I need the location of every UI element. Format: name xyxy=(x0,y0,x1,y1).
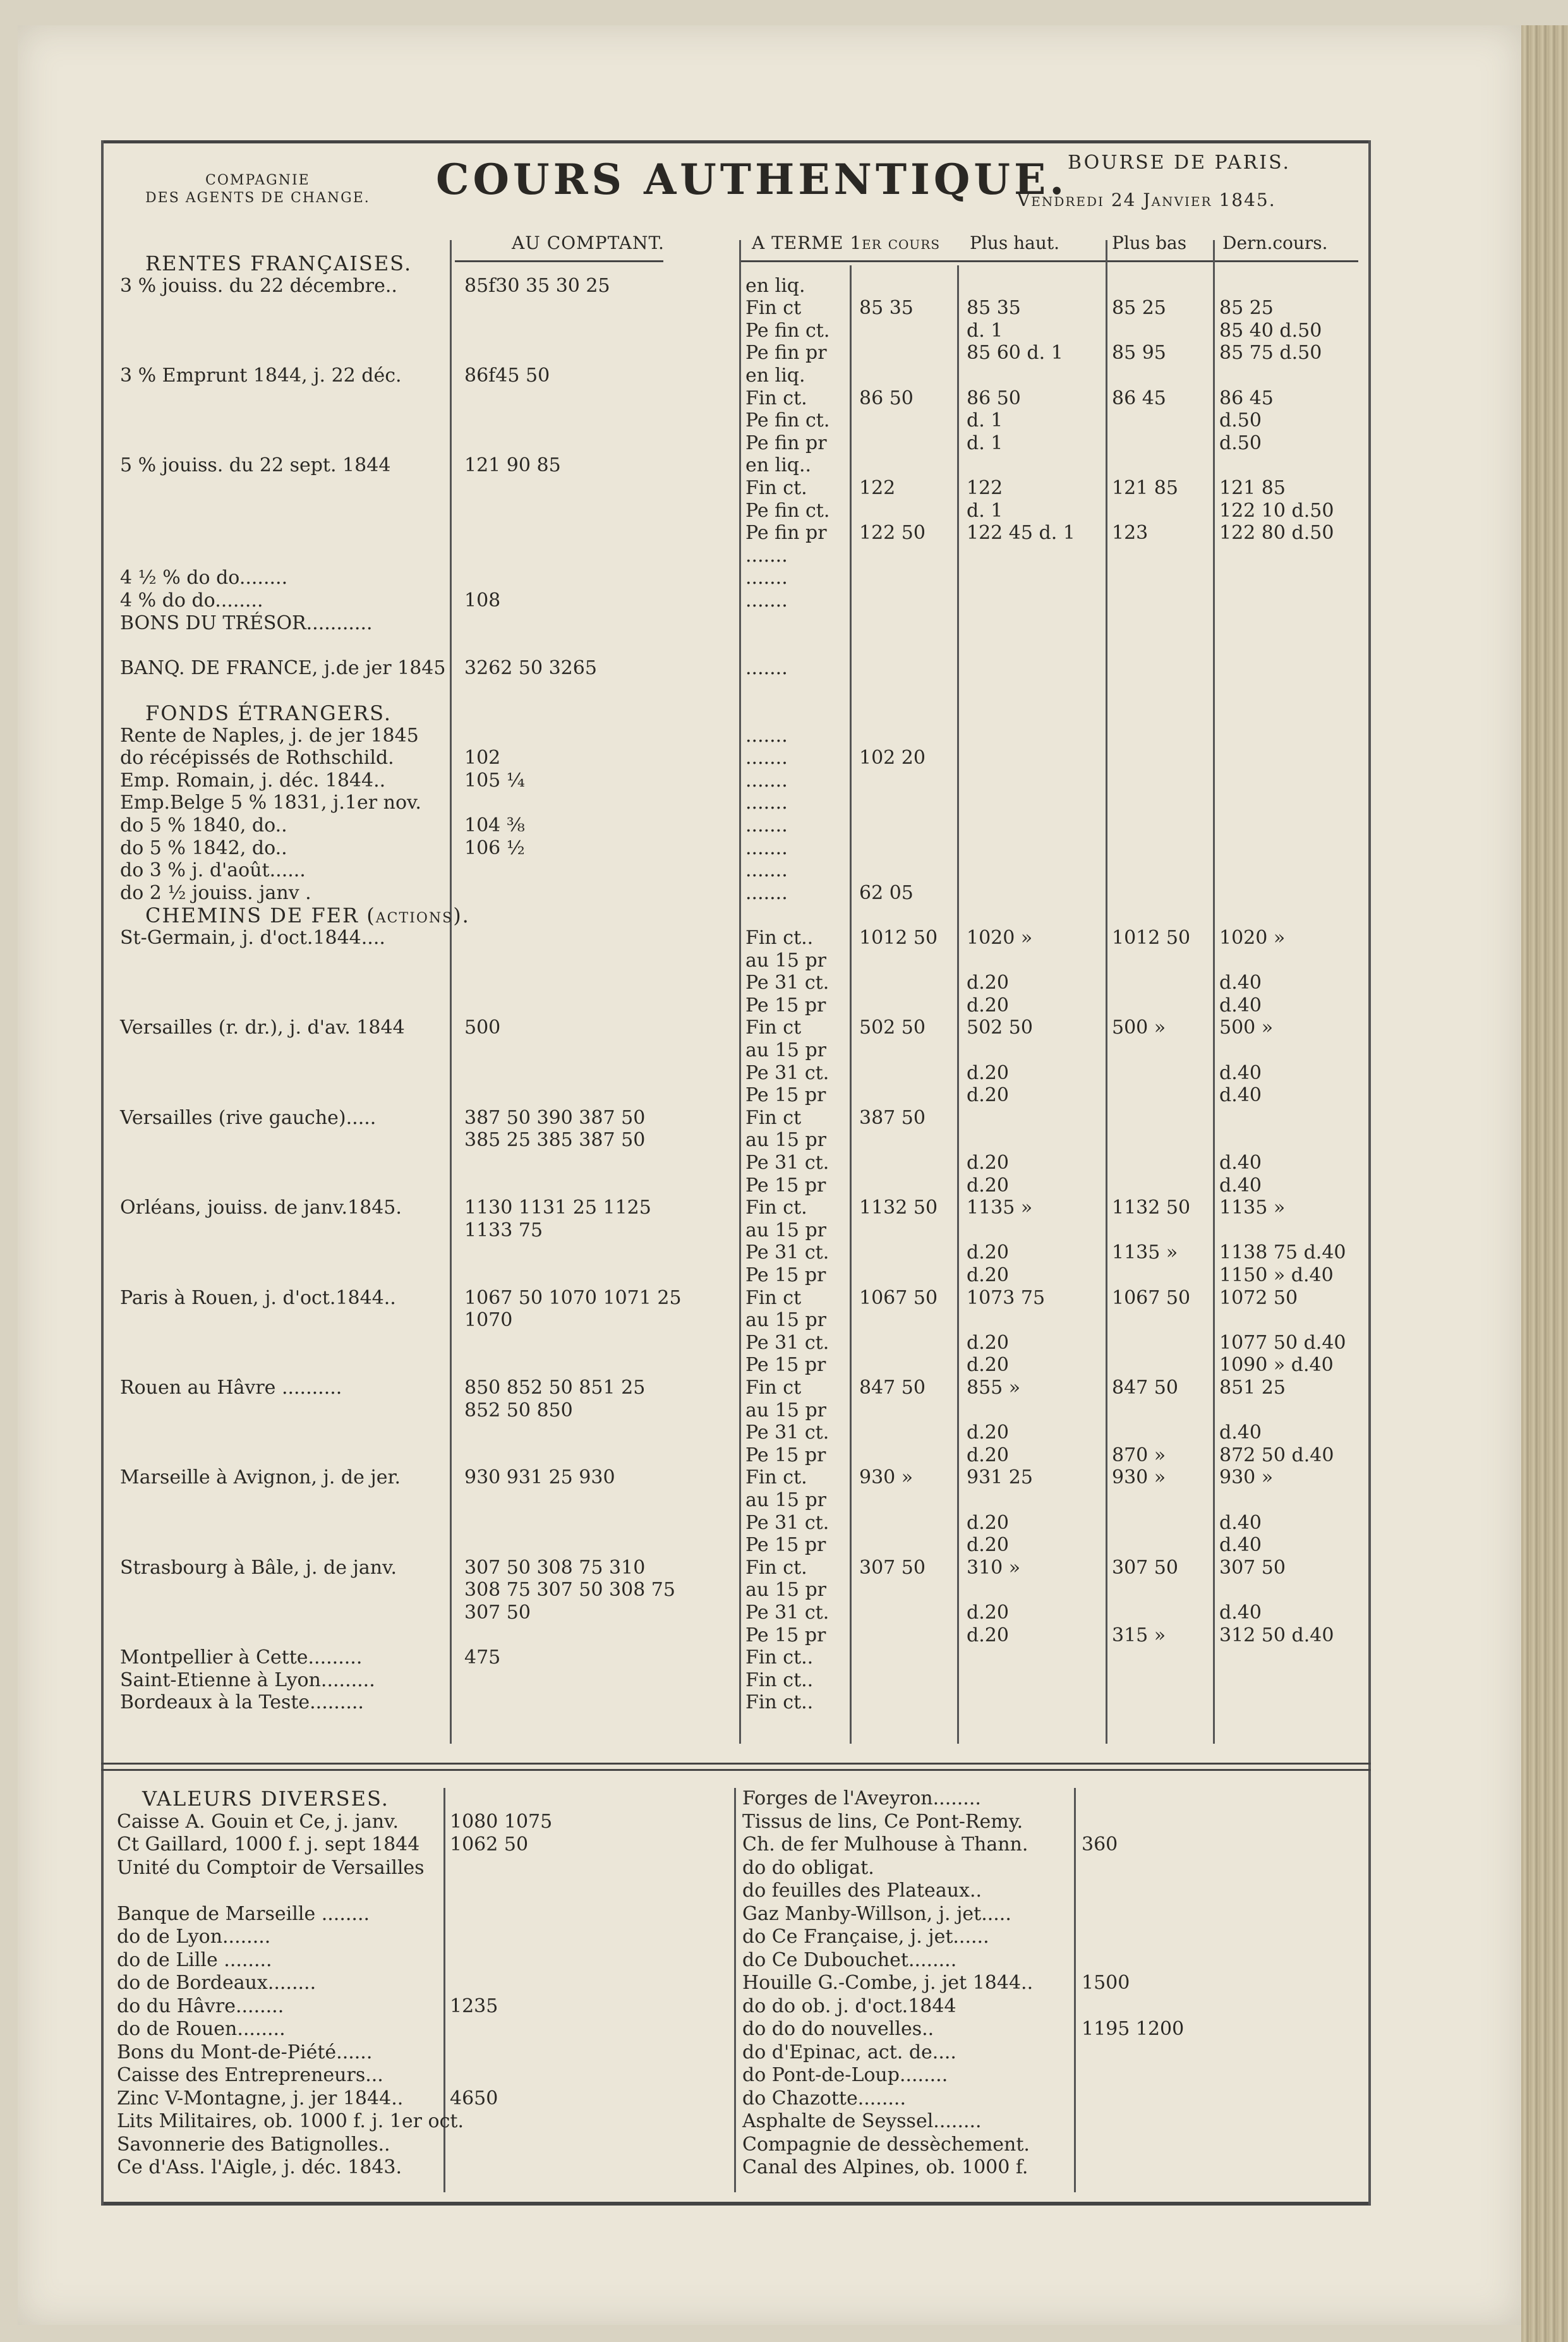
book-spine xyxy=(1521,25,1568,2342)
col-rule-4 xyxy=(957,265,959,1744)
upper-row-9-terme: en liq.. xyxy=(745,454,812,477)
col-a-terme: A TERME 1er cours xyxy=(752,232,941,253)
upper-row-6-bas: 86 45 xyxy=(1112,387,1166,409)
upper-row-9-comptant: 121 90 85 xyxy=(464,454,561,477)
upper-row-38-terme: Fin ct xyxy=(745,1106,802,1129)
upper-row-45-dern: 1150 » d.40 xyxy=(1219,1264,1334,1286)
upper-row-10-premier: 122 xyxy=(859,477,896,499)
section-rule-1 xyxy=(101,1763,1371,1765)
upper-row-5-name: 3 % Emprunt 1844, j. 22 déc. xyxy=(120,365,402,387)
upper-row-53-bas: 870 » xyxy=(1112,1444,1166,1466)
upper-row-33-terme: Pe 15 pr xyxy=(745,994,826,1017)
upper-row-11-terme: Pe fin ct. xyxy=(745,499,830,522)
upper-row-30-dern: 1020 » xyxy=(1219,927,1286,949)
upper-row-61-bas: 315 » xyxy=(1112,1624,1166,1646)
upper-row-42-haut: 1135 » xyxy=(967,1197,1033,1219)
lower_right-row-1-name: Tissus de lins, Ce Pont-Remy. xyxy=(742,1810,1023,1833)
col-rule-3 xyxy=(850,265,852,1744)
upper-row-1-terme: en liq. xyxy=(745,274,805,297)
upper-row-16-name: BONS DU TRÉSOR........... xyxy=(120,612,373,634)
upper-row-45-terme: Pe 15 pr xyxy=(745,1264,826,1286)
upper-row-50-name: Rouen au Hâvre .......... xyxy=(120,1377,342,1399)
lower-col-rule-3 xyxy=(1074,1788,1076,2192)
upper-row-50-comptant: 850 852 50 851 25 xyxy=(464,1377,646,1399)
upper-row-53-haut: d.20 xyxy=(967,1444,1009,1466)
upper-row-12-bas: 123 xyxy=(1112,522,1149,545)
upper-row-56-dern: d.40 xyxy=(1219,1511,1262,1534)
upper-row-4-terme: Pe fin pr xyxy=(745,342,827,365)
upper-row-24-terme: ....... xyxy=(745,792,788,814)
upper-row-58-bas: 307 50 xyxy=(1112,1556,1178,1579)
upper-row-46-premier: 1067 50 xyxy=(859,1286,938,1309)
lower_right-row-5-name: Gaz Manby-Willson, j. jet..... xyxy=(742,1902,1011,1925)
upper-row-44-terme: Pe 31 ct. xyxy=(745,1241,829,1264)
upper-row-12-premier: 122 50 xyxy=(859,522,926,545)
upper-row-56-terme: Pe 31 ct. xyxy=(745,1511,829,1534)
upper-row-8-dern: d.50 xyxy=(1219,432,1262,454)
upper-row-50-premier: 847 50 xyxy=(859,1377,926,1399)
company-line-2: DES AGENTS DE CHANGE. xyxy=(145,190,370,206)
upper-row-39-terme: au 15 pr xyxy=(745,1129,826,1152)
upper-row-64-name: Bordeaux à la Teste......... xyxy=(120,1691,364,1714)
upper-row-15-terme: ....... xyxy=(745,589,788,612)
upper-row-51-terme: au 15 pr xyxy=(745,1399,826,1421)
lower-col-rule-2 xyxy=(734,1788,736,2192)
upper-row-2-haut: 85 35 xyxy=(967,297,1021,320)
lower_left-row-5-name: Banque de Marseille ........ xyxy=(117,1902,370,1925)
upper-row-6-premier: 86 50 xyxy=(859,387,914,409)
upper-row-44-haut: d.20 xyxy=(967,1241,1009,1264)
upper-row-37-dern: d.40 xyxy=(1219,1084,1262,1107)
upper-row-30-haut: 1020 » xyxy=(967,927,1033,949)
upper-row-34-haut: 502 50 xyxy=(967,1017,1033,1039)
lower_left-row-1-name: Caisse A. Gouin et Ce, j. janv. xyxy=(117,1810,399,1833)
company-line-1: COMPAGNIE xyxy=(205,172,310,188)
upper-row-26-comptant: 106 ½ xyxy=(464,836,525,859)
upper-row-18-name: BANQ. DE FRANCE, j.de jer 1845 xyxy=(120,656,446,679)
upper-row-9-name: 5 % jouiss. du 22 sept. 1844 xyxy=(120,454,391,477)
upper-row-57-terme: Pe 15 pr xyxy=(745,1534,826,1557)
lower_left-row-13-name: Zinc V-Montagne, j. jer 1844.. xyxy=(117,2087,404,2110)
upper-row-47-comptant: 1070 xyxy=(464,1309,513,1332)
upper-row-35-terme: au 15 pr xyxy=(745,1039,826,1061)
upper-row-14-name: 4 ½ % do do........ xyxy=(120,567,288,589)
upper-row-22-name: do récépissés de Rothschild. xyxy=(120,747,394,770)
upper-row-34-terme: Fin ct xyxy=(745,1017,802,1039)
upper-row-61-terme: Pe 15 pr xyxy=(745,1624,826,1646)
upper-row-48-dern: 1077 50 d.40 xyxy=(1219,1331,1346,1354)
upper-row-23-terme: ....... xyxy=(745,769,788,792)
upper-row-6-dern: 86 45 xyxy=(1219,387,1274,409)
upper-row-34-bas: 500 » xyxy=(1112,1017,1166,1039)
upper-row-22-comptant: 102 xyxy=(464,747,501,770)
upper-row-32-dern: d.40 xyxy=(1219,972,1262,994)
upper-row-58-name: Strasbourg à Bâle, j. de janv. xyxy=(120,1556,397,1579)
lower_right-row-2-name: Ch. de fer Mulhouse à Thann. xyxy=(742,1833,1028,1856)
upper-row-37-terme: Pe 15 pr xyxy=(745,1084,826,1107)
lower_left-row-3-name: Unité du Comptoir de Versailles xyxy=(117,1856,425,1879)
upper-row-41-terme: Pe 15 pr xyxy=(745,1174,826,1197)
upper-row-4-haut: 85 60 d. 1 xyxy=(967,342,1063,365)
upper-row-49-haut: d.20 xyxy=(967,1354,1009,1377)
upper-row-46-terme: Fin ct xyxy=(745,1286,802,1309)
lower_left-row-2-name: Ct Gaillard, 1000 f. j. sept 1844 xyxy=(117,1833,420,1856)
upper-row-5-comptant: 86f45 50 xyxy=(464,365,550,387)
section-rule-2 xyxy=(101,1769,1371,1771)
upper-row-52-terme: Pe 31 ct. xyxy=(745,1421,829,1444)
upper-row-54-name: Marseille à Avignon, j. de jer. xyxy=(120,1466,401,1489)
frame-bottom-rule xyxy=(101,2202,1371,2206)
upper-row-42-premier: 1132 50 xyxy=(859,1197,938,1219)
company-name xyxy=(145,172,370,207)
upper-row-61-dern: 312 50 d.40 xyxy=(1219,1624,1334,1646)
upper-row-29-name: CHEMINS DE FER (actions). xyxy=(145,903,470,928)
lower_right-row-15-name: Compagnie de dessèchement. xyxy=(742,2133,1030,2156)
page-title: COURS AUTHENTIQUE. xyxy=(436,155,1068,204)
lower_right-row-13-name: do Chazotte........ xyxy=(742,2087,906,2110)
upper-row-32-terme: Pe 31 ct. xyxy=(745,972,829,994)
upper-row-36-haut: d.20 xyxy=(967,1061,1009,1084)
upper-row-2-bas: 85 25 xyxy=(1112,297,1166,320)
upper-row-4-dern: 85 75 d.50 xyxy=(1219,342,1322,365)
upper-row-10-dern: 121 85 xyxy=(1219,477,1286,499)
lower_right-row-2-value: 360 xyxy=(1082,1833,1118,1856)
lower_left-row-7-name: do de Lille ........ xyxy=(117,1948,272,1971)
upper-row-51-comptant: 852 50 850 xyxy=(464,1399,573,1421)
upper-row-63-terme: Fin ct.. xyxy=(745,1669,814,1691)
upper-row-48-terme: Pe 31 ct. xyxy=(745,1331,829,1354)
upper-row-34-name: Versailles (r. dr.), j. d'av. 1844 xyxy=(120,1017,405,1039)
upper-row-59-comptant: 308 75 307 50 308 75 xyxy=(464,1579,675,1602)
lower_left-row-10-name: do de Rouen........ xyxy=(117,2018,286,2040)
upper-row-40-terme: Pe 31 ct. xyxy=(745,1152,829,1174)
upper-row-46-name: Paris à Rouen, j. d'oct.1844.. xyxy=(120,1286,396,1309)
upper-row-12-haut: 122 45 d. 1 xyxy=(967,522,1075,545)
col-rule-1 xyxy=(450,240,452,1744)
date-line: Vendredi 24 Janvier 1845. xyxy=(1017,190,1276,210)
upper-row-36-terme: Pe 31 ct. xyxy=(745,1061,829,1084)
lower_right-row-8-name: Houille G.-Combe, j. jet 1844.. xyxy=(742,1972,1034,1994)
upper-row-30-name: St-Germain, j. d'oct.1844.... xyxy=(120,927,385,949)
lower_right-row-11-name: do d'Epinac, act. de.... xyxy=(742,2041,956,2063)
upper-row-52-haut: d.20 xyxy=(967,1421,1009,1444)
upper-row-57-haut: d.20 xyxy=(967,1534,1009,1557)
upper-row-36-dern: d.40 xyxy=(1219,1061,1262,1084)
upper-row-56-haut: d.20 xyxy=(967,1511,1009,1534)
upper-row-34-dern: 500 » xyxy=(1219,1017,1274,1039)
upper-row-20-name: FONDS ÉTRANGERS. xyxy=(145,701,392,725)
lower_left-row-6-name: do de Lyon........ xyxy=(117,1926,271,1948)
upper-row-60-dern: d.40 xyxy=(1219,1602,1262,1624)
upper-row-13-terme: ....... xyxy=(745,544,788,567)
upper-row-41-haut: d.20 xyxy=(967,1174,1009,1197)
lower_left-row-15-name: Savonnerie des Batignolles.. xyxy=(117,2133,390,2156)
lower_left-row-14-name: Lits Militaires, ob. 1000 f. j. 1er oct. xyxy=(117,2110,464,2132)
lower_left-row-9-value: 1235 xyxy=(450,1995,498,2017)
col-plus-haut: Plus haut. xyxy=(970,232,1060,253)
upper-row-34-premier: 502 50 xyxy=(859,1017,926,1039)
upper-row-22-terme: ....... xyxy=(745,747,788,770)
upper-row-42-comptant: 1130 1131 25 1125 xyxy=(464,1197,651,1219)
upper-row-30-bas: 1012 50 xyxy=(1112,927,1191,949)
upper-row-50-bas: 847 50 xyxy=(1112,1377,1178,1399)
upper-row-43-comptant: 1133 75 xyxy=(464,1219,543,1241)
upper-row-37-haut: d.20 xyxy=(967,1084,1009,1107)
upper-row-24-name: Emp.Belge 5 % 1831, j.1er nov. xyxy=(120,792,421,814)
upper-row-0-name: RENTES FRANÇAISES. xyxy=(145,251,413,275)
upper-row-43-terme: au 15 pr xyxy=(745,1219,826,1241)
upper-row-15-comptant: 108 xyxy=(464,589,501,612)
upper-row-54-premier: 930 » xyxy=(859,1466,914,1489)
upper-row-49-terme: Pe 15 pr xyxy=(745,1354,826,1377)
upper-row-48-haut: d.20 xyxy=(967,1331,1009,1354)
upper-row-34-comptant: 500 xyxy=(464,1017,501,1039)
upper-row-33-dern: d.40 xyxy=(1219,994,1262,1017)
upper-row-42-bas: 1132 50 xyxy=(1112,1197,1191,1219)
upper-row-18-comptant: 3262 50 3265 xyxy=(464,656,597,679)
au-comptant-rule xyxy=(455,260,663,262)
upper-row-4-bas: 85 95 xyxy=(1112,342,1166,365)
upper-row-7-dern: d.50 xyxy=(1219,409,1262,432)
upper-row-22-premier: 102 20 xyxy=(859,747,926,770)
upper-row-46-bas: 1067 50 xyxy=(1112,1286,1191,1309)
upper-row-46-dern: 1072 50 xyxy=(1219,1286,1298,1309)
upper-row-6-terme: Fin ct. xyxy=(745,387,807,409)
col-rule-6 xyxy=(1213,240,1215,1744)
upper-row-64-terme: Fin ct.. xyxy=(745,1691,814,1714)
frame-top-rule xyxy=(101,140,1371,143)
frame-right-rule xyxy=(1368,140,1371,2205)
upper-row-54-haut: 931 25 xyxy=(967,1466,1033,1489)
upper-row-10-bas: 121 85 xyxy=(1112,477,1178,499)
upper-row-58-haut: 310 » xyxy=(967,1556,1021,1579)
upper-row-50-terme: Fin ct xyxy=(745,1377,802,1399)
upper-row-50-haut: 855 » xyxy=(967,1377,1021,1399)
col-plus-bas: Plus bas xyxy=(1112,232,1187,253)
upper-row-42-dern: 1135 » xyxy=(1219,1197,1286,1219)
upper-row-38-comptant: 387 50 390 387 50 xyxy=(464,1106,646,1129)
upper-row-30-premier: 1012 50 xyxy=(859,927,938,949)
upper-row-39-comptant: 385 25 385 387 50 xyxy=(464,1129,646,1152)
upper-row-58-premier: 307 50 xyxy=(859,1556,926,1579)
lower_right-row-12-name: do Pont-de-Loup........ xyxy=(742,2064,948,2086)
lower_right-row-14-name: Asphalte de Seyssel........ xyxy=(742,2110,982,2132)
upper-row-1-comptant: 85f30 35 30 25 xyxy=(464,274,610,297)
upper-row-27-terme: ....... xyxy=(745,859,788,882)
lower_left-row-1-value: 1080 1075 xyxy=(450,1810,553,1833)
upper-row-52-dern: d.40 xyxy=(1219,1421,1262,1444)
upper-row-21-terme: ....... xyxy=(745,724,788,747)
upper-row-28-premier: 62 05 xyxy=(859,881,914,904)
upper-row-25-terme: ....... xyxy=(745,814,788,836)
upper-row-63-name: Saint-Etienne à Lyon......... xyxy=(120,1669,375,1691)
upper-row-42-terme: Fin ct. xyxy=(745,1197,807,1219)
upper-row-14-terme: ....... xyxy=(745,567,788,589)
upper-row-7-haut: d. 1 xyxy=(967,409,1003,432)
lower_left-row-16-name: Ce d'Ass. l'Aigle, j. déc. 1843. xyxy=(117,2156,402,2178)
lower_left-row-13-value: 4650 xyxy=(450,2087,498,2110)
upper-row-53-terme: Pe 15 pr xyxy=(745,1444,826,1466)
upper-row-54-bas: 930 » xyxy=(1112,1466,1166,1489)
upper-row-28-name: do 2 ½ jouiss. janv . xyxy=(120,881,311,904)
upper-row-10-haut: 122 xyxy=(967,477,1003,499)
upper-row-7-terme: Pe fin ct. xyxy=(745,409,830,432)
upper-row-57-dern: d.40 xyxy=(1219,1534,1262,1557)
upper-row-33-haut: d.20 xyxy=(967,994,1009,1017)
lower_left-row-0-name: VALEURS DIVERSES. xyxy=(142,1787,389,1811)
upper-row-21-name: Rente de Naples, j. de jer 1845 xyxy=(120,724,419,747)
upper-row-62-name: Montpellier à Cette......... xyxy=(120,1646,363,1669)
lower_right-row-6-name: do Ce Française, j. jet...... xyxy=(742,1926,989,1948)
upper-row-32-haut: d.20 xyxy=(967,972,1009,994)
lower_right-row-4-name: do feuilles des Plateaux.. xyxy=(742,1880,982,1902)
upper-row-47-terme: au 15 pr xyxy=(745,1309,826,1332)
upper-row-49-dern: 1090 » d.40 xyxy=(1219,1354,1334,1377)
upper-row-18-terme: ....... xyxy=(745,656,788,679)
upper-row-53-dern: 872 50 d.40 xyxy=(1219,1444,1334,1466)
upper-row-58-comptant: 307 50 308 75 310 xyxy=(464,1556,646,1579)
upper-row-44-bas: 1135 » xyxy=(1112,1241,1178,1264)
upper-row-11-dern: 122 10 d.50 xyxy=(1219,499,1334,522)
col-au-comptant: AU COMPTANT. xyxy=(512,232,665,253)
upper-row-44-dern: 1138 75 d.40 xyxy=(1219,1241,1346,1264)
lower_right-row-7-name: do Ce Dubouchet........ xyxy=(742,1948,957,1971)
upper-row-58-dern: 307 50 xyxy=(1219,1556,1286,1579)
upper-row-60-terme: Pe 31 ct. xyxy=(745,1602,829,1624)
lower_left-row-11-name: Bons du Mont-de-Piété...... xyxy=(117,2041,373,2063)
upper-row-3-terme: Pe fin ct. xyxy=(745,319,830,342)
lower_left-row-12-name: Caisse des Entrepreneurs... xyxy=(117,2064,383,2086)
upper-row-23-name: Emp. Romain, j. déc. 1844.. xyxy=(120,769,386,792)
upper-row-54-dern: 930 » xyxy=(1219,1466,1274,1489)
upper-row-40-haut: d.20 xyxy=(967,1152,1009,1174)
upper-row-54-terme: Fin ct. xyxy=(745,1466,807,1489)
upper-row-62-comptant: 475 xyxy=(464,1646,501,1669)
upper-row-2-terme: Fin ct xyxy=(745,297,802,320)
upper-row-2-dern: 85 25 xyxy=(1219,297,1274,320)
upper-row-27-name: do 3 % j. d'août...... xyxy=(120,859,306,882)
upper-row-41-dern: d.40 xyxy=(1219,1174,1262,1197)
upper-row-38-name: Versailles (rive gauche)..... xyxy=(120,1106,377,1129)
upper-row-23-comptant: 105 ¼ xyxy=(464,769,525,792)
upper-row-1-name: 3 % jouiss. du 22 décembre.. xyxy=(120,274,397,297)
upper-row-25-name: do 5 % 1840, do.. xyxy=(120,814,287,836)
lower_left-row-9-name: do du Hâvre........ xyxy=(117,1995,284,2017)
bourse-name: BOURSE DE PARIS. xyxy=(1068,152,1291,174)
lower_right-row-8-value: 1500 xyxy=(1082,1972,1130,1994)
upper-row-5-terme: en liq. xyxy=(745,365,805,387)
upper-row-30-terme: Fin ct.. xyxy=(745,927,814,949)
upper-row-11-haut: d. 1 xyxy=(967,499,1003,522)
upper-row-3-haut: d. 1 xyxy=(967,319,1003,342)
upper-row-46-haut: 1073 75 xyxy=(967,1286,1046,1309)
lower_right-row-0-name: Forges de l'Aveyron........ xyxy=(742,1787,981,1809)
upper-row-58-terme: Fin ct. xyxy=(745,1556,807,1579)
upper-row-40-dern: d.40 xyxy=(1219,1152,1262,1174)
upper-row-50-dern: 851 25 xyxy=(1219,1377,1286,1399)
upper-row-31-terme: au 15 pr xyxy=(745,949,826,972)
upper-row-15-name: 4 % do do........ xyxy=(120,589,263,612)
lower_right-row-10-value: 1195 1200 xyxy=(1082,2018,1185,2040)
lower_right-row-16-name: Canal des Alpines, ob. 1000 f. xyxy=(742,2156,1028,2178)
upper-row-60-comptant: 307 50 xyxy=(464,1602,531,1624)
upper-row-12-dern: 122 80 d.50 xyxy=(1219,522,1334,545)
lower_right-row-9-name: do do ob. j. d'oct.1844 xyxy=(742,1995,956,2017)
upper-row-62-terme: Fin ct.. xyxy=(745,1646,814,1669)
lower_left-row-2-value: 1062 50 xyxy=(450,1833,529,1856)
frame-left-rule xyxy=(101,140,104,2205)
upper-row-8-haut: d. 1 xyxy=(967,432,1003,454)
upper-row-28-terme: ....... xyxy=(745,881,788,904)
col-dern-cours: Dern.cours. xyxy=(1222,232,1328,253)
upper-row-10-terme: Fin ct. xyxy=(745,477,807,499)
lower_left-row-8-name: do de Bordeaux........ xyxy=(117,1972,317,1994)
upper-row-12-terme: Pe fin pr xyxy=(745,522,827,545)
upper-row-2-premier: 85 35 xyxy=(859,297,914,320)
lower_right-row-10-name: do do do nouvelles.. xyxy=(742,2018,934,2040)
upper-row-26-terme: ....... xyxy=(745,836,788,859)
upper-row-6-haut: 86 50 xyxy=(967,387,1021,409)
col-rule-5 xyxy=(1106,240,1107,1744)
upper-row-26-name: do 5 % 1842, do.. xyxy=(120,836,287,859)
upper-row-60-haut: d.20 xyxy=(967,1602,1009,1624)
upper-row-59-terme: au 15 pr xyxy=(745,1579,826,1602)
upper-row-45-haut: d.20 xyxy=(967,1264,1009,1286)
upper-row-38-premier: 387 50 xyxy=(859,1106,926,1129)
upper-row-3-dern: 85 40 d.50 xyxy=(1219,319,1322,342)
upper-row-55-terme: au 15 pr xyxy=(745,1489,826,1511)
a-terme-rule xyxy=(739,260,1358,262)
lower_right-row-3-name: do do obligat. xyxy=(742,1856,874,1879)
col-rule-2 xyxy=(739,240,741,1744)
upper-row-61-haut: d.20 xyxy=(967,1624,1009,1646)
upper-row-46-comptant: 1067 50 1070 1071 25 xyxy=(464,1286,682,1309)
upper-row-25-comptant: 104 ⅜ xyxy=(464,814,525,836)
upper-row-42-name: Orléans, jouiss. de janv.1845. xyxy=(120,1197,402,1219)
upper-row-8-terme: Pe fin pr xyxy=(745,432,827,454)
upper-row-54-comptant: 930 931 25 930 xyxy=(464,1466,615,1489)
